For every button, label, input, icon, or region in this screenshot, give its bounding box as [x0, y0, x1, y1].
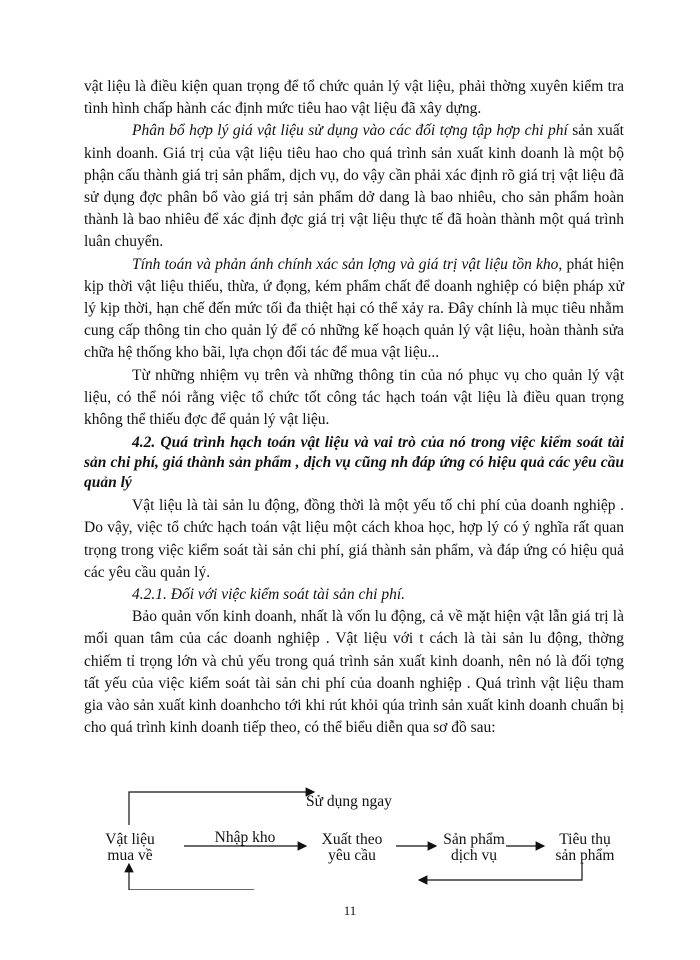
node-su-dung-ngay: Sử dụng ngay	[306, 793, 392, 810]
node-xuat-line1: Xuất theo	[321, 831, 383, 848]
node-vat-lieu-mua-ve	[92, 832, 168, 864]
node-vat-lieu-line1: Vật liệu	[105, 831, 155, 848]
paragraph-2-text: sản xuất kinh doanh. Giá trị của vật liệu tiêu hao cho quá trình sản xuất kinh doanh là một bộ phận cấu thành giá trị sản phẩm, dịch vụ, do vậy cần phải xác định rõ giá trị vật liệu đã sử dụng đợc phân bổ vào giá trị sản phẩm dở dang là bao nhiêu, cho sản phẩm hoàn thành là bao nhiêu để xác định đợc giá trị vật liệu thực tế đã hoàn thành một quá trình luân chuyển.	[84, 122, 624, 251]
node-tt-line2: sản phẩm	[555, 847, 615, 864]
arrow-tieu-thu-return	[419, 862, 582, 880]
document-body	[84, 76, 624, 739]
paragraph-2-italic-lead: Phân bổ hợp lý giá vật liệu sử dụng vào các đối tợng tập hợp chi phí	[132, 122, 568, 140]
node-tt-line1: Tiêu thụ	[559, 831, 611, 848]
paragraph-2	[84, 120, 624, 253]
process-diagram	[84, 780, 644, 890]
node-sp-line2: dịch vụ	[450, 847, 498, 864]
paragraph-6: Bảo quản vốn kinh doanh, nhất là vốn lu động, cả về mặt hiện vật lẫn giá trị là mối quan tâm của các doanh nghiệp . Vật liệu với t cách là tài sản lu động, thờng chiếm tỉ trọng lớn và chủ yếu trong quá trình sản xuất kinh doanh, nên nó là đối tợng tất yếu của việc kiểm soát tài sản chi phí của doanh nghiệp . Quá trình vật liệu tham gia vào sản xuất kinh doanhcho tới khi rút khỏi qúa trình sản xuất kinh doanh chuẩn bị cho quá trình kinh doanh tiếp theo, có thể biểu diễn qua sơ đồ sau:	[84, 608, 624, 737]
paragraph-3-text: , phát hiện kịp thời vật liệu thiếu, thừa, ứ đọng, kém phẩm chất để doanh nghiệp có biện pháp xử lý kịp thời, hạn chế đến mức tối đa thiệt hại có thể xảy ra. Đây chính là mục tiêu nhằm cung cấp thông tin cho quản lý để có những kế hoạch quản lý vật liệu, hoàn thành sửa chữa hệ thống kho bãi, lựa chọn đối tác để mua vật liệu...	[84, 255, 624, 362]
node-xuat-line2: yêu cầu	[328, 847, 376, 864]
node-xuat-theo-yeu-cau	[312, 832, 392, 864]
edge-label-nhap-kho: Nhập kho	[214, 829, 276, 846]
node-vat-lieu-line2: mua về	[107, 847, 153, 864]
section-heading: 4.2. Quá trình hạch toán vật liệu và vai trò của nó trong việc kiểm soát tài sản chi phí, giá thành sản phẩm , dịch vụ cũng nh đáp ứng có hiệu quả các yêu cầu quản lý	[84, 434, 624, 492]
page-number: 11	[343, 903, 357, 918]
paragraph-3-italic-lead: Tính toán và phản ánh chính xác sản lợng và giá trị vật liệu tồn kho	[132, 255, 559, 273]
arrow-to-su-dung-ngay	[129, 792, 314, 825]
paragraph-5: Vật liệu là tài sản lu động, đồng thời là một yếu tố chi phí của doanh nghiệp . Do vậy, việc tổ chức hạch toán vật liệu một cách khoa học, hợp lý có ý nghĩa rất quan trọng trong việc kiểm soát tài sản chi phí, giá thành sản phẩm, và đáp ứng có hiệu quả các yêu cầu quản lý.	[84, 497, 624, 581]
paragraph-3	[84, 254, 624, 365]
node-tieu-thu-san-pham	[544, 832, 626, 864]
node-sp-line1: Sản phẩm	[443, 831, 505, 848]
paragraph-4: Từ những nhiệm vụ trên và những thông tin của nó phục vụ cho quản lý vật liệu, có thể nói rằng việc tổ chức tốt công tác hạch toán vật liệu là điều quan trọng không thể thiếu đợc để quản lý vật liệu.	[84, 366, 624, 429]
node-san-pham-dich-vu	[436, 832, 512, 864]
paragraph-1: vật liệu là điều kiện quan trọng để tổ chức quản lý vật liệu, phải thờng xuyên kiểm tra tình hình chấp hành các định mức tiêu hao vật liệu đã xây dựng.	[84, 78, 624, 118]
subsection-heading: 4.2.1. Đối với việc kiểm soát tài sản chi phí.	[132, 586, 406, 604]
arrow-return-to-vat-lieu	[129, 864, 254, 890]
